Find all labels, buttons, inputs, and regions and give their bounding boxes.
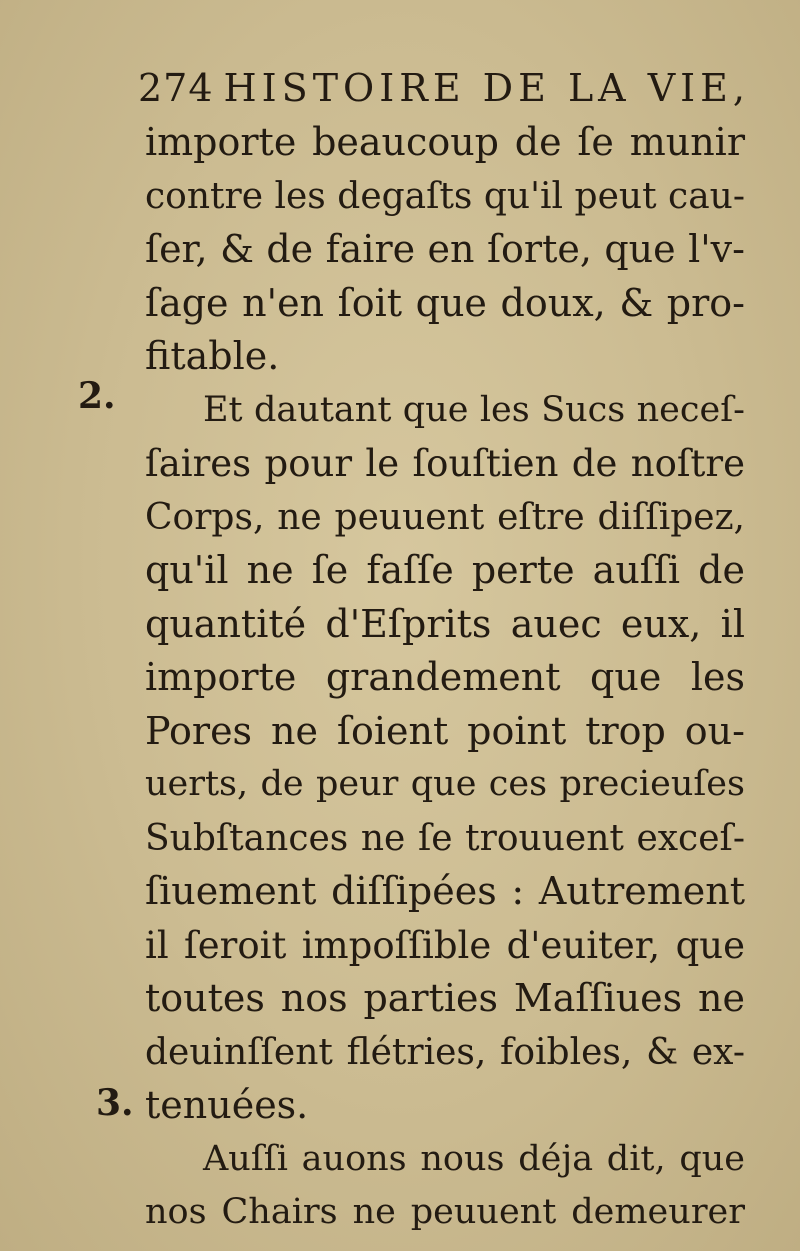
text-line: il ſeroit impoſſible d'euiter, que [145, 923, 745, 967]
text-line: Corps, ne peuuent eſtre diſſipez, [145, 496, 745, 538]
text-line: Subſtances ne ſe trouuent exceſ- [145, 817, 745, 859]
text-line: contre les degaſts qu'il peut cau- [145, 175, 745, 217]
text-line: Et dautant que les Sucs neceſ- [203, 389, 745, 430]
text-line: ſage n'en ſoit que doux, & pro- [145, 280, 745, 325]
text-line: ſiuement diſſipées : Autrement [145, 869, 745, 913]
running-header [138, 62, 750, 114]
text-line: ſer, & de faire en ſorte, que l'v- [145, 227, 745, 271]
text-line: nos Chairs ne peuuent demeurer [145, 1192, 745, 1232]
text-line: qu'il ne ſe faſſe perte auſſi de [145, 548, 745, 592]
page-number: 274 [138, 66, 214, 110]
text-line: Pores ne ſoient point trop ou- [145, 708, 745, 753]
text-line: fitable. [145, 334, 280, 378]
text-line: quantité d'Eſprits auec eux, il [145, 601, 745, 646]
body-text [145, 116, 745, 1240]
text-line: importe grandement que les [145, 655, 745, 699]
text-line: toutes nos parties Maſſiues ne [145, 976, 745, 1020]
text-line: ſaires pour le ſouſtien de noſtre [145, 442, 745, 485]
text-line: Auſſi auons nous déja dit, que [203, 1138, 745, 1179]
text-line: uerts, de peur que ces precieuſes [145, 764, 745, 804]
text-line: importe beaucoup de ſe munir [145, 120, 745, 164]
running-title: HISTOIRE DE LA VIE, [223, 66, 750, 110]
text-line: deuinſſent flétries, foibles, & ex- [145, 1031, 745, 1073]
paragraph-number: 2. [78, 375, 116, 417]
paragraph-number: 3. [96, 1082, 134, 1124]
text-line: tenuées. [145, 1083, 309, 1127]
